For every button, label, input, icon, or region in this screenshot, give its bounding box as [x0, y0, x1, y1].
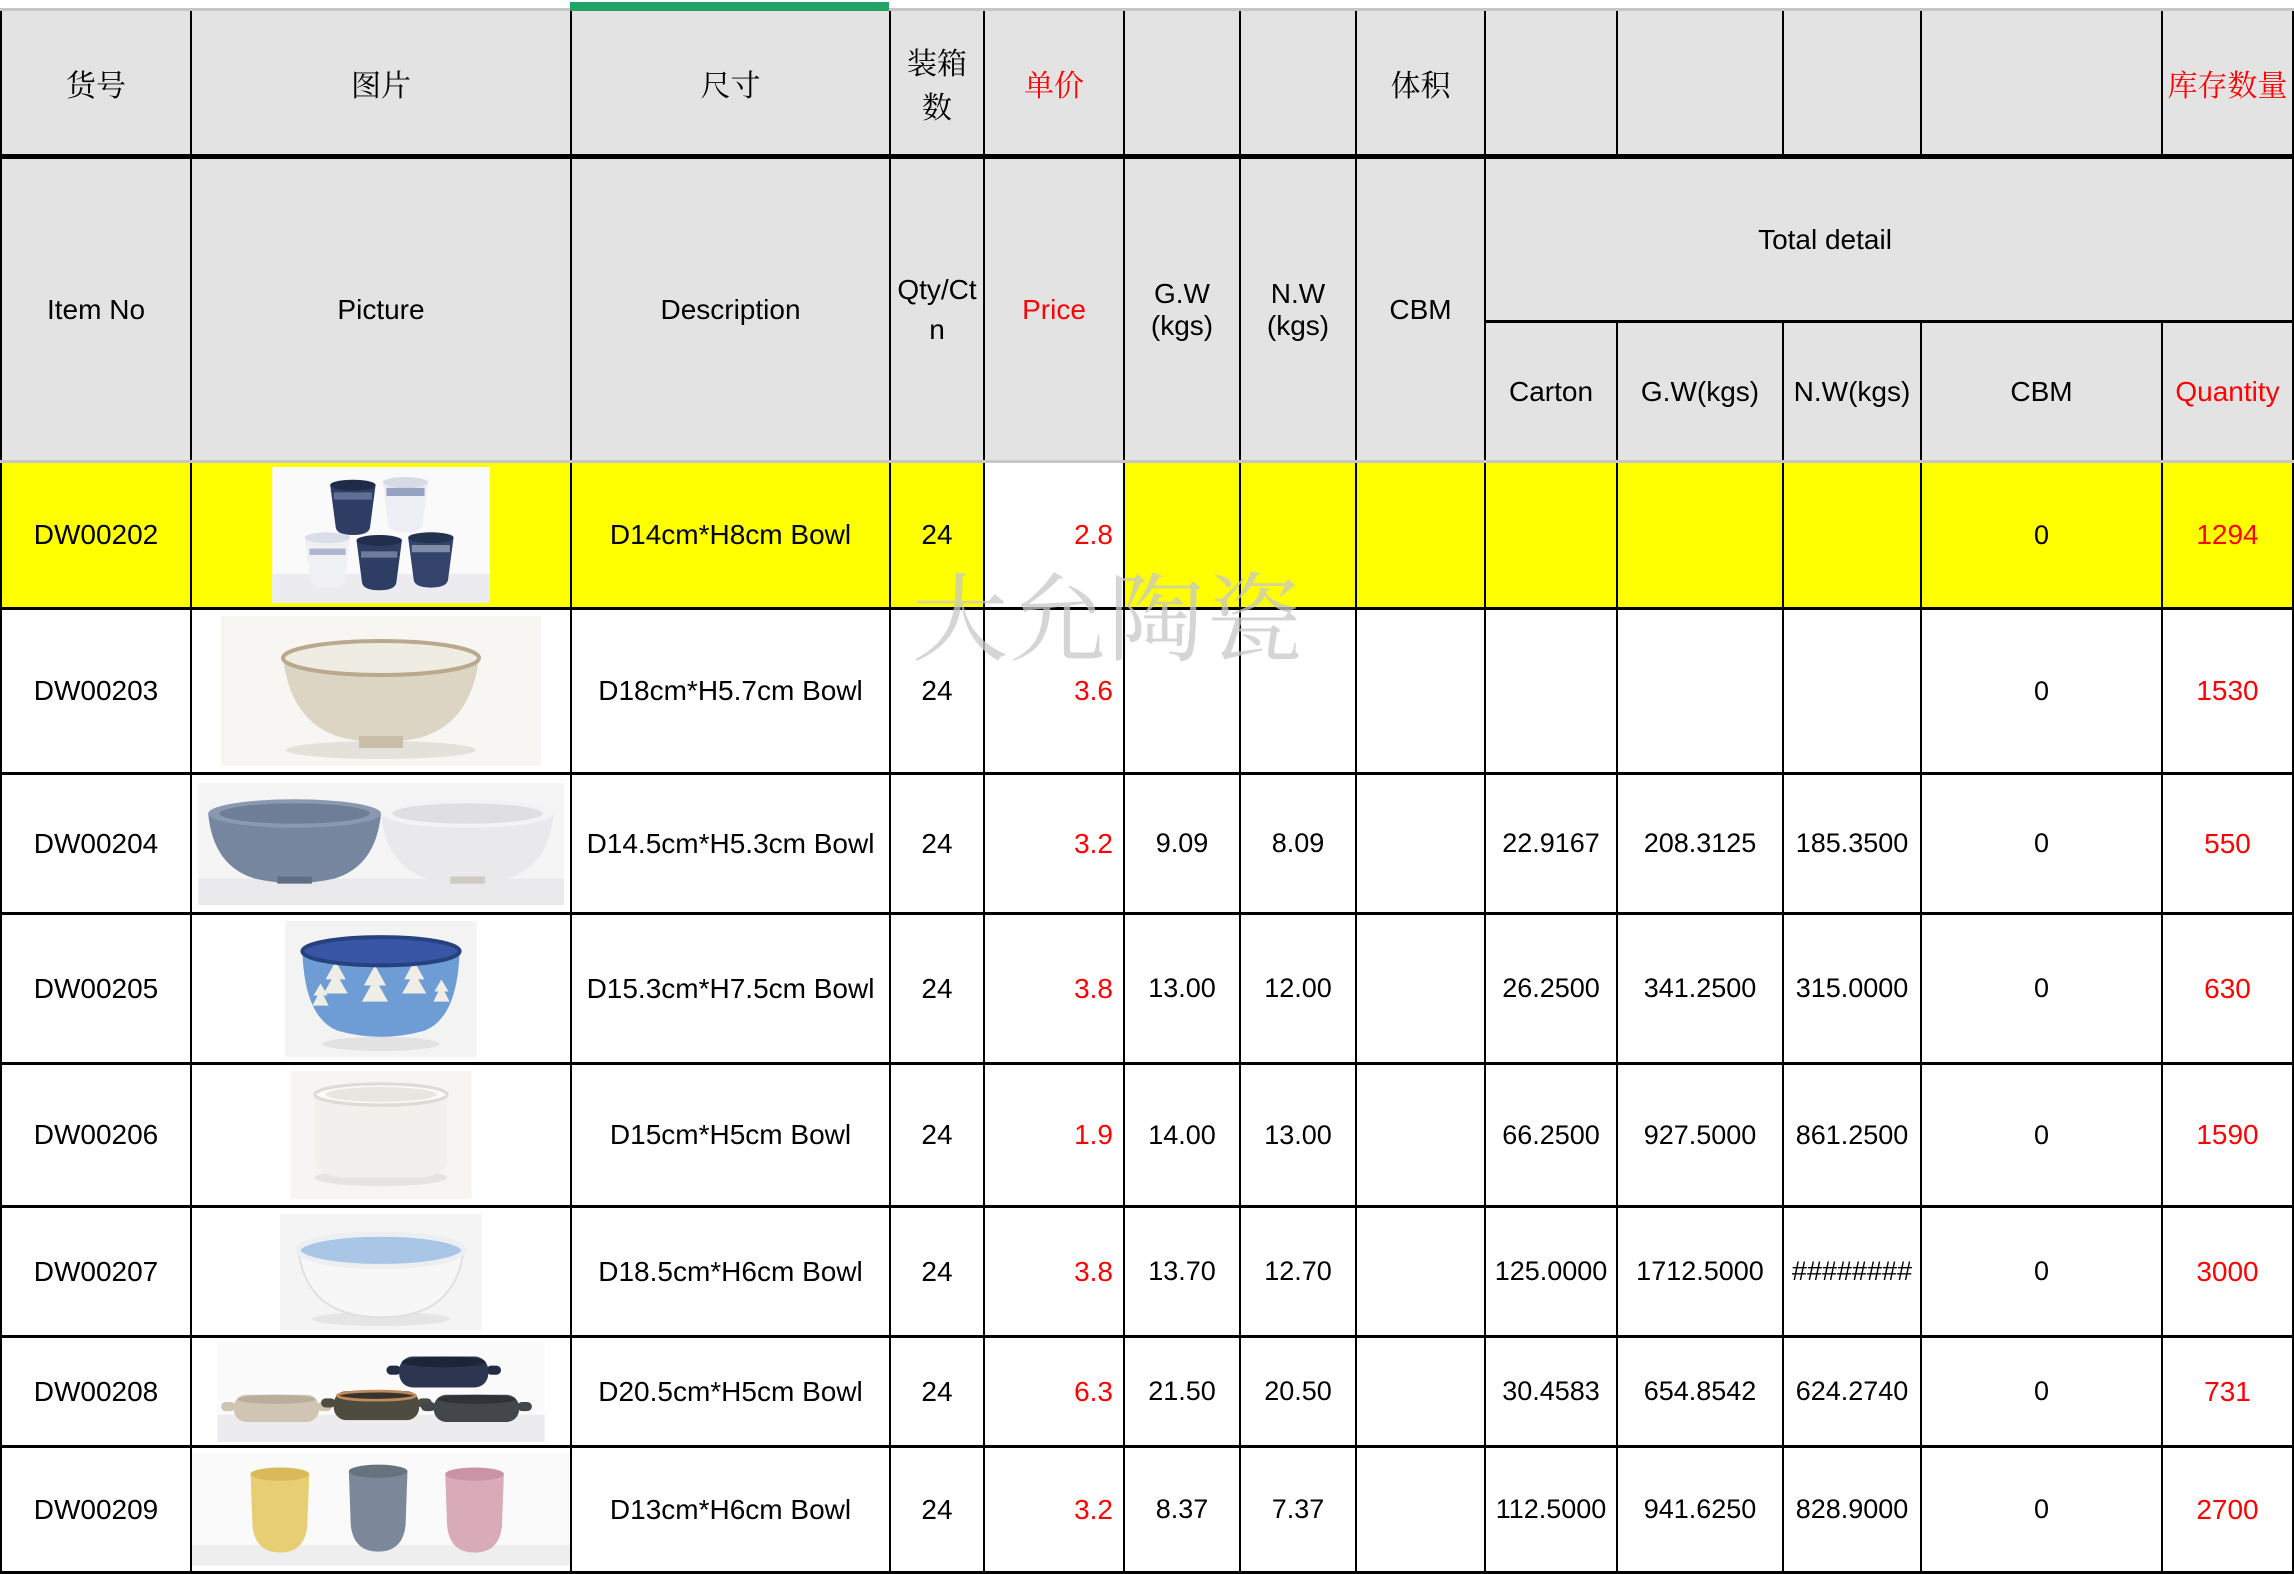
- cell-description[interactable]: D18cm*H5.7cm Bowl: [571, 609, 890, 774]
- header-price[interactable]: Price: [984, 157, 1124, 462]
- header-blank-1[interactable]: [1485, 10, 1617, 157]
- cell-cbm[interactable]: [1356, 1207, 1485, 1337]
- product-photo[interactable]: [192, 1214, 570, 1330]
- header-total-nw[interactable]: N.W(kgs): [1783, 322, 1921, 462]
- cell-cbm[interactable]: [1356, 1337, 1485, 1447]
- product-photo-image: [192, 1342, 570, 1442]
- header-total-cbm[interactable]: CBM: [1921, 322, 2162, 462]
- cell-quantity[interactable]: 1590: [2162, 1064, 2293, 1207]
- cell-total-gw[interactable]: 1712.5000: [1617, 1207, 1783, 1337]
- cell-total-nw[interactable]: 315.0000: [1783, 914, 1921, 1064]
- cell-qty-ctn[interactable]: 24: [890, 1064, 984, 1207]
- cell-gw[interactable]: [1124, 609, 1240, 774]
- header-qty-cn[interactable]: 装箱数: [890, 10, 984, 157]
- table-header: [1, 10, 2293, 462]
- cell-picture[interactable]: [191, 462, 571, 609]
- cell-total-gw[interactable]: 654.8542: [1617, 1337, 1783, 1447]
- cell-quantity[interactable]: 2700: [2162, 1447, 2293, 1573]
- cell-total-cbm[interactable]: 0: [1921, 462, 2162, 609]
- cell-qty-ctn[interactable]: 24: [890, 774, 984, 914]
- cell-description[interactable]: D20.5cm*H5cm Bowl: [571, 1337, 890, 1447]
- cell-picture[interactable]: [191, 1207, 571, 1337]
- cell-item-no[interactable]: DW00208: [1, 1337, 191, 1447]
- cell-item-no[interactable]: DW00207: [1, 1207, 191, 1337]
- cell-picture[interactable]: [191, 609, 571, 774]
- cell-total-cbm[interactable]: 0: [1921, 1064, 2162, 1207]
- cell-price[interactable]: 3.8: [984, 1207, 1124, 1337]
- header-qty-ctn[interactable]: Qty/Ctn: [890, 157, 984, 462]
- header-nw[interactable]: N.W (kgs): [1240, 157, 1356, 462]
- cell-total-cbm[interactable]: 0: [1921, 1447, 2162, 1573]
- cell-item-no[interactable]: DW00203: [1, 609, 191, 774]
- header-row-cn: [1, 10, 2293, 157]
- cell-quantity[interactable]: 630: [2162, 914, 2293, 1064]
- cell-item-no[interactable]: DW00205: [1, 914, 191, 1064]
- cell-total-gw[interactable]: 208.3125: [1617, 774, 1783, 914]
- cell-quantity[interactable]: 3000: [2162, 1207, 2293, 1337]
- cell-gw[interactable]: [1124, 462, 1240, 609]
- header-item-no[interactable]: Item No: [1, 157, 191, 462]
- cell-total-cbm[interactable]: 0: [1921, 1337, 2162, 1447]
- header-blank-gw[interactable]: [1124, 10, 1240, 157]
- table-row: [1, 1207, 2293, 1337]
- cell-total-gw[interactable]: [1617, 462, 1783, 609]
- cell-picture[interactable]: [191, 914, 571, 1064]
- cell-cbm[interactable]: [1356, 462, 1485, 609]
- cell-description[interactable]: D15.3cm*H7.5cm Bowl: [571, 914, 890, 1064]
- cell-item-no[interactable]: DW00206: [1, 1064, 191, 1207]
- cell-nw[interactable]: 13.00: [1240, 1064, 1356, 1207]
- cell-cbm[interactable]: [1356, 914, 1485, 1064]
- header-total-gw[interactable]: G.W(kgs): [1617, 322, 1783, 462]
- cell-quantity[interactable]: 550: [2162, 774, 2293, 914]
- product-photo[interactable]: [192, 1071, 570, 1199]
- product-photo-image: [192, 467, 570, 603]
- cell-total-nw[interactable]: [1783, 462, 1921, 609]
- cell-total-nw[interactable]: 861.2500: [1783, 1064, 1921, 1207]
- cell-price[interactable]: 3.8: [984, 914, 1124, 1064]
- cell-cbm[interactable]: [1356, 774, 1485, 914]
- header-picture-cn[interactable]: 图片: [191, 10, 571, 157]
- cell-total-carton[interactable]: 22.9167: [1485, 774, 1617, 914]
- cell-price[interactable]: 3.2: [984, 774, 1124, 914]
- header-blank-3[interactable]: [1783, 10, 1921, 157]
- cell-nw[interactable]: 12.70: [1240, 1207, 1356, 1337]
- cell-total-cbm[interactable]: 0: [1921, 914, 2162, 1064]
- cell-nw[interactable]: 20.50: [1240, 1337, 1356, 1447]
- product-photo-image: [192, 1214, 570, 1330]
- header-cbm-cn[interactable]: 体积: [1356, 10, 1485, 157]
- product-photo[interactable]: [192, 783, 570, 905]
- cell-description[interactable]: D15cm*H5cm Bowl: [571, 1064, 890, 1207]
- column-selection-bar: [570, 2, 889, 11]
- table-row: [1, 1064, 2293, 1207]
- cell-picture[interactable]: [191, 774, 571, 914]
- cell-quantity[interactable]: 731: [2162, 1337, 2293, 1447]
- product-photo[interactable]: [192, 467, 570, 603]
- cell-total-carton[interactable]: [1485, 462, 1617, 609]
- cell-total-gw[interactable]: [1617, 609, 1783, 774]
- cell-price[interactable]: 1.9: [984, 1064, 1124, 1207]
- cell-price[interactable]: 3.2: [984, 1447, 1124, 1573]
- cell-total-carton[interactable]: 66.2500: [1485, 1064, 1617, 1207]
- cell-qty-ctn[interactable]: 24: [890, 1447, 984, 1573]
- cell-item-no[interactable]: DW00204: [1, 774, 191, 914]
- cell-total-cbm[interactable]: 0: [1921, 609, 2162, 774]
- header-description-cn[interactable]: 尺寸: [571, 10, 890, 157]
- cell-total-nw[interactable]: ########: [1783, 1207, 1921, 1337]
- cell-total-carton[interactable]: 125.0000: [1485, 1207, 1617, 1337]
- table-row: [1, 609, 2293, 774]
- product-photo-image: [192, 783, 570, 905]
- header-item-no-cn[interactable]: 货号: [1, 10, 191, 157]
- cell-item-no[interactable]: DW00209: [1, 1447, 191, 1573]
- product-photo-image: [192, 616, 570, 766]
- product-photo-image: [192, 1071, 570, 1199]
- table-row: [1, 774, 2293, 914]
- cell-total-cbm[interactable]: 0: [1921, 774, 2162, 914]
- header-blank-nw[interactable]: [1240, 10, 1356, 157]
- watermark-text: 大允陶瓷: [912, 564, 1304, 676]
- cell-qty-ctn[interactable]: 24: [890, 609, 984, 774]
- cell-cbm[interactable]: [1356, 609, 1485, 774]
- cell-cbm[interactable]: [1356, 1447, 1485, 1573]
- cell-quantity[interactable]: 1530: [2162, 609, 2293, 774]
- cell-total-gw[interactable]: 927.5000: [1617, 1064, 1783, 1207]
- header-row-en: [1, 157, 2293, 322]
- product-photo-image: [192, 921, 570, 1057]
- header-cbm[interactable]: CBM: [1356, 157, 1485, 462]
- cell-quantity[interactable]: 1294: [2162, 462, 2293, 609]
- cell-price[interactable]: 6.3: [984, 1337, 1124, 1447]
- cell-gw[interactable]: 13.70: [1124, 1207, 1240, 1337]
- cell-total-cbm[interactable]: 0: [1921, 1207, 2162, 1337]
- header-quantity-cn[interactable]: 库存数量: [2162, 10, 2293, 157]
- cell-nw[interactable]: 7.37: [1240, 1447, 1356, 1573]
- table-row: [1, 1447, 2293, 1573]
- cell-description[interactable]: D14.5cm*H5.3cm Bowl: [571, 774, 890, 914]
- header-description[interactable]: Description: [571, 157, 890, 462]
- product-photo-image: [192, 1453, 570, 1567]
- product-photo[interactable]: [192, 1453, 570, 1567]
- cell-gw[interactable]: 21.50: [1124, 1337, 1240, 1447]
- cell-cbm[interactable]: [1356, 1064, 1485, 1207]
- header-blank-2[interactable]: [1617, 10, 1783, 157]
- cell-nw[interactable]: [1240, 462, 1356, 609]
- header-total-carton[interactable]: Carton: [1485, 322, 1617, 462]
- table-row: [1, 914, 2293, 1064]
- product-photo[interactable]: [192, 1342, 570, 1442]
- cell-total-carton[interactable]: [1485, 609, 1617, 774]
- cell-total-gw[interactable]: 941.6250: [1617, 1447, 1783, 1573]
- cell-qty-ctn[interactable]: 24: [890, 914, 984, 1064]
- cell-description[interactable]: D13cm*H6cm Bowl: [571, 1447, 890, 1573]
- cell-qty-ctn[interactable]: 24: [890, 462, 984, 609]
- cell-price[interactable]: 3.6: [984, 609, 1124, 774]
- cell-nw[interactable]: 8.09: [1240, 774, 1356, 914]
- cell-total-gw[interactable]: 341.2500: [1617, 914, 1783, 1064]
- product-photo[interactable]: [192, 616, 570, 766]
- cell-total-nw[interactable]: 828.9000: [1783, 1447, 1921, 1573]
- cell-qty-ctn[interactable]: 24: [890, 1337, 984, 1447]
- inventory-table: [0, 8, 2294, 1574]
- cell-picture[interactable]: [191, 1064, 571, 1207]
- header-price-cn[interactable]: 单价: [984, 10, 1124, 157]
- cell-gw[interactable]: 8.37: [1124, 1447, 1240, 1573]
- cell-item-no[interactable]: DW00202: [1, 462, 191, 609]
- cell-description[interactable]: D18.5cm*H6cm Bowl: [571, 1207, 890, 1337]
- table-row: [1, 1337, 2293, 1447]
- cell-total-nw[interactable]: 624.2740: [1783, 1337, 1921, 1447]
- table-body: [1, 462, 2293, 1573]
- header-picture[interactable]: Picture: [191, 157, 571, 462]
- cell-picture[interactable]: [191, 1337, 571, 1447]
- cell-gw[interactable]: 9.09: [1124, 774, 1240, 914]
- header-total-quantity[interactable]: Quantity: [2162, 322, 2293, 462]
- cell-gw[interactable]: 13.00: [1124, 914, 1240, 1064]
- cell-description[interactable]: D14cm*H8cm Bowl: [571, 462, 890, 609]
- header-total-detail[interactable]: Total detail: [1485, 157, 2293, 322]
- cell-nw[interactable]: 12.00: [1240, 914, 1356, 1064]
- cell-price[interactable]: 2.8: [984, 462, 1124, 609]
- cell-total-carton[interactable]: 112.5000: [1485, 1447, 1617, 1573]
- cell-total-nw[interactable]: [1783, 609, 1921, 774]
- product-photo[interactable]: [192, 921, 570, 1057]
- cell-total-carton[interactable]: 30.4583: [1485, 1337, 1617, 1447]
- header-gw[interactable]: G.W (kgs): [1124, 157, 1240, 462]
- header-blank-4[interactable]: [1921, 10, 2162, 157]
- cell-qty-ctn[interactable]: 24: [890, 1207, 984, 1337]
- cell-total-nw[interactable]: 185.3500: [1783, 774, 1921, 914]
- cell-nw[interactable]: [1240, 609, 1356, 774]
- table-row: [1, 462, 2293, 609]
- cell-picture[interactable]: [191, 1447, 571, 1573]
- cell-gw[interactable]: 14.00: [1124, 1064, 1240, 1207]
- cell-total-carton[interactable]: 26.2500: [1485, 914, 1617, 1064]
